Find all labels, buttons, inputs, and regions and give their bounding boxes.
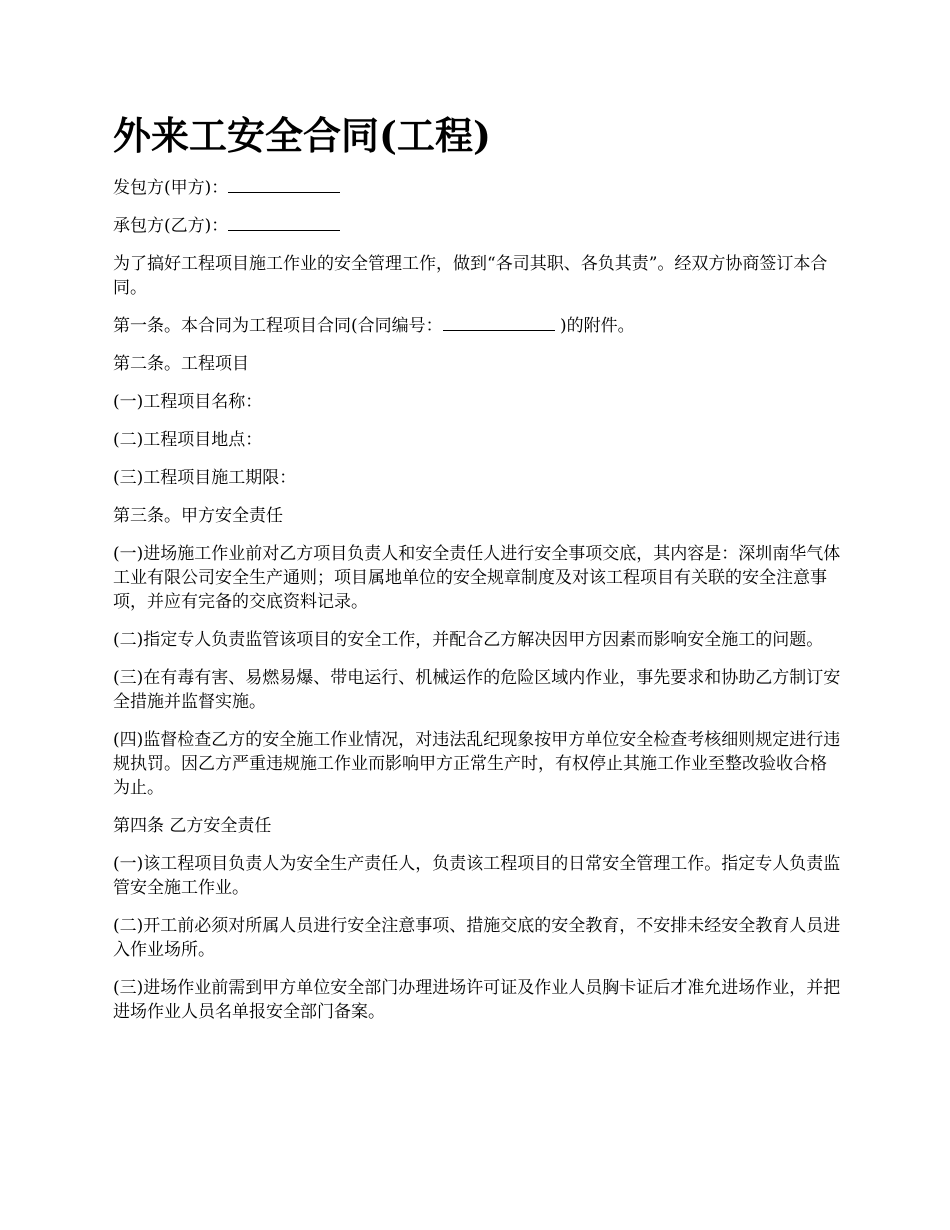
contract-number-blank — [443, 314, 555, 331]
party-a-blank — [228, 176, 340, 193]
article2-title: 第二条。工程项目 — [113, 354, 249, 374]
article1-paragraph — [113, 314, 843, 338]
article4-item-3: (三)进场作业前需到甲方单位安全部门办理进场许可证及作业人员胸卡证后才准允进场作业，并把进场作业人员名单报安全部门备案。 — [113, 978, 841, 1022]
intro-paragraph: 为了搞好工程项目施工作业的安全管理工作，做到“各司其职、各负其责”。经双方协商签订本合同。 — [113, 254, 828, 298]
party-b-line — [113, 214, 843, 238]
article1-prefix: 第一条。本合同为工程项目合同(合同编号： — [113, 316, 443, 336]
article4-title: 第四条 乙方安全责任 — [113, 816, 272, 836]
article3-title: 第三条。甲方安全责任 — [113, 506, 283, 526]
article3-item-1: (一)进场施工作业前对乙方项目负责人和安全责任人进行安全事项交底，其内容是：深圳南华气体工业有限公司安全生产通则；项目属地单位的安全规章制度及对该工程项目有关联的安全注意事项，并应有完备的交底资料记录。 — [113, 544, 841, 612]
article3-item-2: (二)指定专人负责监管该项目的安全工作，并配合乙方解决因甲方因素而影响安全施工的问题。 — [113, 630, 824, 650]
article2-item-3: (三)工程项目施工期限： — [113, 468, 297, 488]
party-a-line — [113, 176, 843, 200]
party-b-blank — [228, 214, 340, 231]
article4-item-1: (一)该工程项目负责人为安全生产责任人，负责该工程项目的日常安全管理工作。指定专人负责监管安全施工作业。 — [113, 854, 841, 898]
document-page — [113, 110, 843, 1038]
party-b-label: 承包方(乙方)： — [113, 216, 229, 236]
article3-item-4: (四)监督检查乙方的安全施工作业情况，对违法乱纪现象按甲方单位安全检查考核细则规定进行违规执罚。因乙方严重违规施工作业而影响甲方正常生产时，有权停止其施工作业至整改验收合格为止。 — [113, 730, 841, 798]
article2-item-2: (二)工程项目地点： — [113, 430, 263, 450]
article2-item-1: (一)工程项目名称： — [113, 392, 263, 412]
party-a-label: 发包方(甲方)： — [113, 178, 229, 198]
article4-item-2: (二)开工前必须对所属人员进行安全注意事项、措施交底的安全教育，不安排未经安全教育人员进入作业场所。 — [113, 916, 841, 960]
article3-item-3: (三)在有毒有害、易燃易爆、带电运行、机械运作的危险区域内作业，事先要求和协助乙方制订安全措施并监督实施。 — [113, 668, 841, 712]
article1-suffix: )的附件。 — [554, 316, 635, 336]
document-title: 外来工安全合同(工程) — [113, 113, 491, 158]
